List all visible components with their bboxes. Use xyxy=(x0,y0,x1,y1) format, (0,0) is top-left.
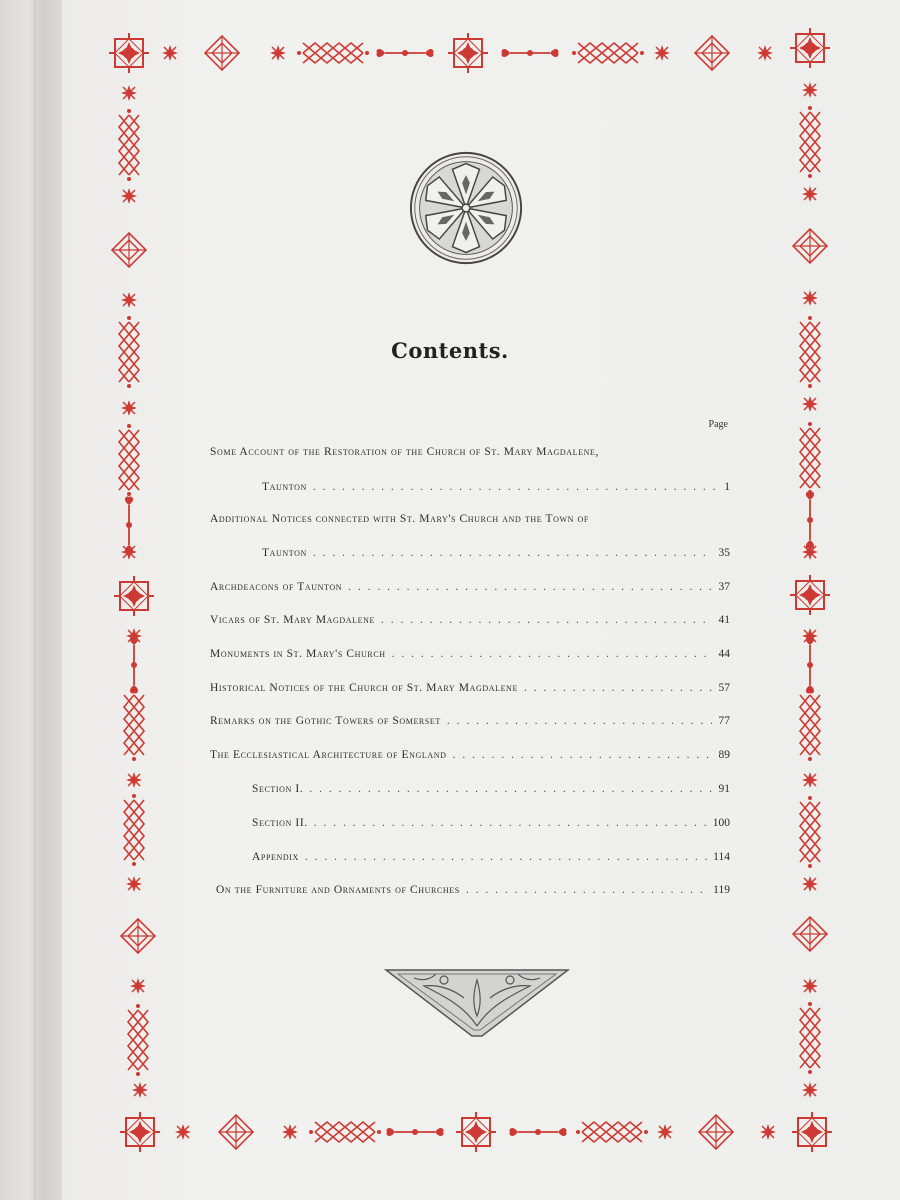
toc-page-number: 100 xyxy=(712,817,730,829)
dot-leader xyxy=(524,682,713,694)
toc-entry[interactable] xyxy=(210,682,730,694)
toc-entry[interactable] xyxy=(210,749,730,761)
toc-page-number: 1 xyxy=(724,481,730,493)
toc-entry-title: Archdeacons of Taunton xyxy=(210,581,343,593)
dot-leader xyxy=(314,817,707,829)
toc-page-number: 89 xyxy=(718,749,730,761)
dot-leader xyxy=(447,715,713,727)
dot-leader xyxy=(466,884,707,896)
page-column-label: Page xyxy=(708,419,728,430)
toc-entry-title: Remarks on the Gothic Towers of Somerset xyxy=(210,715,441,727)
toc-page-number: 114 xyxy=(713,851,730,863)
toc-entry-title: Historical Notices of the Church of St. Mary Magdalene xyxy=(210,682,518,694)
toc-entry-line: Additional Notices connected with St. Mary's Church and the Town of xyxy=(210,513,589,525)
toc-entry-title: Taunton xyxy=(262,481,307,493)
toc-page-number: 77 xyxy=(718,715,730,727)
dot-leader xyxy=(348,581,712,593)
toc-entry[interactable] xyxy=(210,614,730,626)
toc-entry[interactable] xyxy=(252,783,730,795)
toc-page-number: 119 xyxy=(713,884,730,896)
dot-leader xyxy=(381,614,713,626)
toc-page-number: 91 xyxy=(718,783,730,795)
dot-leader xyxy=(305,851,707,863)
dot-leader xyxy=(453,749,713,761)
toc-entry-line: Some Account of the Restoration of the Church of St. Mary Magdalene, xyxy=(210,446,599,458)
rose-window-ornament xyxy=(408,150,524,266)
toc-entry[interactable] xyxy=(216,884,730,896)
toc-entry-title: The Ecclesiastical Architecture of England xyxy=(210,749,447,761)
dot-leader xyxy=(313,481,718,493)
toc-entry-title: Taunton xyxy=(262,547,307,559)
contents-title: Contents. xyxy=(391,338,509,363)
toc-entry[interactable] xyxy=(262,547,730,559)
toc-entry-title: Vicars of St. Mary Magdalene xyxy=(210,614,375,626)
toc-entry-title: Appendix xyxy=(252,851,299,863)
dot-leader xyxy=(392,648,713,660)
dot-leader xyxy=(309,783,712,795)
dot-leader xyxy=(313,547,713,559)
toc-page-number: 57 xyxy=(718,682,730,694)
toc-entry[interactable] xyxy=(210,648,730,660)
pendant-ornament xyxy=(384,966,570,1040)
toc-page-number: 37 xyxy=(718,581,730,593)
toc-entry[interactable] xyxy=(252,851,730,863)
toc-entry-title: Section II. xyxy=(252,817,308,829)
toc-page-number: 41 xyxy=(718,614,730,626)
toc-entry[interactable] xyxy=(262,481,730,493)
toc-entry[interactable] xyxy=(252,817,730,829)
toc-entry-title: Section I. xyxy=(252,783,304,795)
toc-entry[interactable] xyxy=(210,715,730,727)
toc-entry[interactable] xyxy=(210,581,730,593)
toc-entry-title: On the Furniture and Ornaments of Churches xyxy=(216,884,460,896)
toc-entry-title: Monuments in St. Mary's Church xyxy=(210,648,386,660)
toc-page-number: 35 xyxy=(718,547,730,559)
toc-page-number: 44 xyxy=(718,648,730,660)
